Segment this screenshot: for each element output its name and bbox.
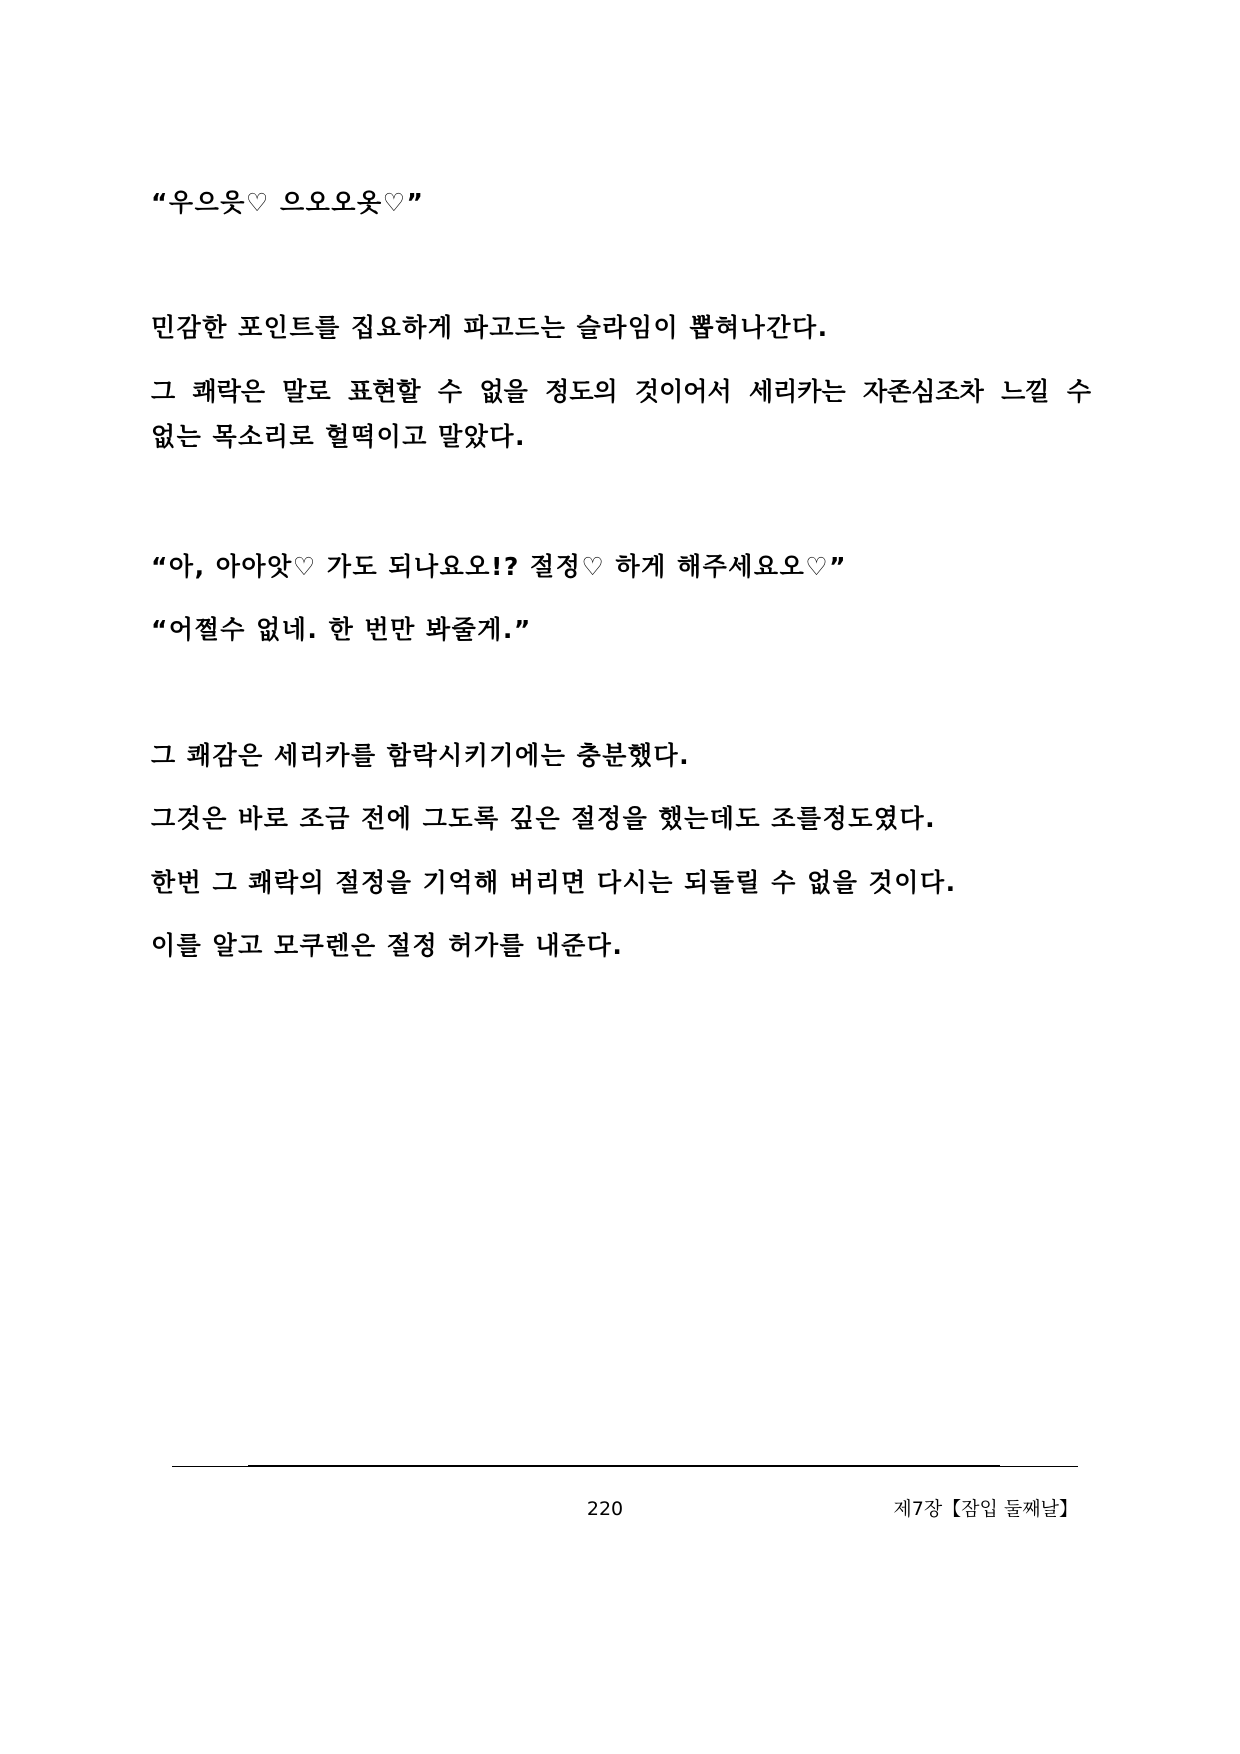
narration-line: 그 쾌락은 말로 표현할 수 없을 정도의 것이어서 세리카는 자존심조차 느낄 수	[151, 377, 1091, 406]
narration-line: 그 쾌감은 세리카를 함락시키기에는 충분했다.	[151, 741, 691, 770]
dialogue-line: “아, 아아앗♡ 가도 되나요오!? 절정♡ 하게 해주세요오♡”	[151, 552, 848, 581]
narration-line: 민감한 포인트를 집요하게 파고드는 슬라임이 뽑혀나간다.	[151, 313, 829, 342]
dialogue-line: “우으읏♡ 으오오옷♡”	[151, 188, 425, 217]
page-number: 220	[586, 1498, 624, 1520]
dialogue-line: “어쩔수 없네. 한 번만 봐줄게.”	[151, 615, 532, 644]
narration-line: 그것은 바로 조금 전에 그도록 깊은 절정을 했는데도 조를정도였다.	[151, 804, 937, 833]
chapter-title: 제7장【잠입 둘째날】	[893, 1498, 1078, 1520]
narration-line: 한번 그 쾌락의 절정을 기억해 버리면 다시는 되돌릴 수 없을 것이다.	[151, 868, 957, 897]
narration-line: 없는 목소리로 헐떡이고 말았다.	[151, 422, 527, 451]
footer-divider-accent	[248, 1465, 1000, 1467]
narration-line: 이를 알고 모쿠렌은 절정 허가를 내준다.	[151, 931, 624, 960]
